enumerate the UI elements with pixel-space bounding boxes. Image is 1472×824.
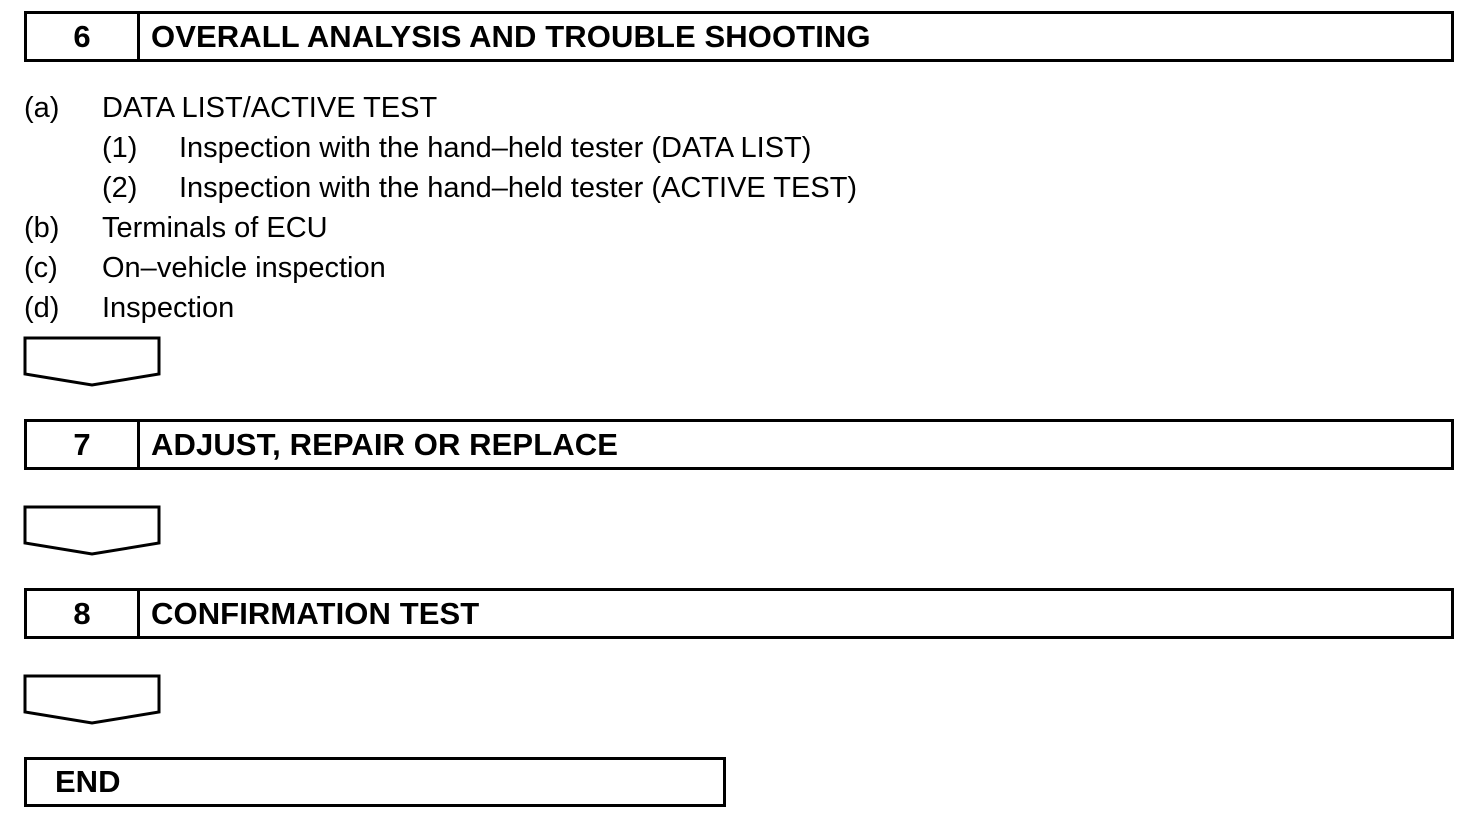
flow-arrow-icon <box>23 336 161 388</box>
item-text: Inspection with the hand–held tester (DATA LIST) <box>179 132 812 164</box>
step-title: CONFIRMATION TEST <box>151 595 480 631</box>
step-number: 8 <box>27 591 140 636</box>
item-text: DATA LIST/ACTIVE TEST <box>102 92 438 124</box>
item-text: Terminals of ECU <box>102 212 328 244</box>
step-title: OVERALL ANALYSIS AND TROUBLE SHOOTING <box>151 18 871 54</box>
step-number: 6 <box>27 14 140 59</box>
item-text: On–vehicle inspection <box>102 252 386 284</box>
step-title: ADJUST, REPAIR OR REPLACE <box>151 426 618 462</box>
item-marker: (c) <box>24 252 58 284</box>
item-marker: (1) <box>102 132 138 164</box>
flow-arrow-icon <box>23 505 161 557</box>
step-7-box <box>24 419 1454 470</box>
end-box: END <box>24 757 726 807</box>
item-text: Inspection <box>102 292 235 324</box>
item-text: Inspection with the hand–held tester (ACTIVE TEST) <box>179 172 858 204</box>
step-number: 7 <box>27 422 140 467</box>
step-8-box <box>24 588 1454 639</box>
item-marker: (b) <box>24 212 60 244</box>
item-marker: (a) <box>24 92 60 124</box>
flow-arrow-icon <box>23 674 161 726</box>
item-marker: (d) <box>24 292 60 324</box>
item-marker: (2) <box>102 172 138 204</box>
step-6-box <box>24 11 1454 62</box>
